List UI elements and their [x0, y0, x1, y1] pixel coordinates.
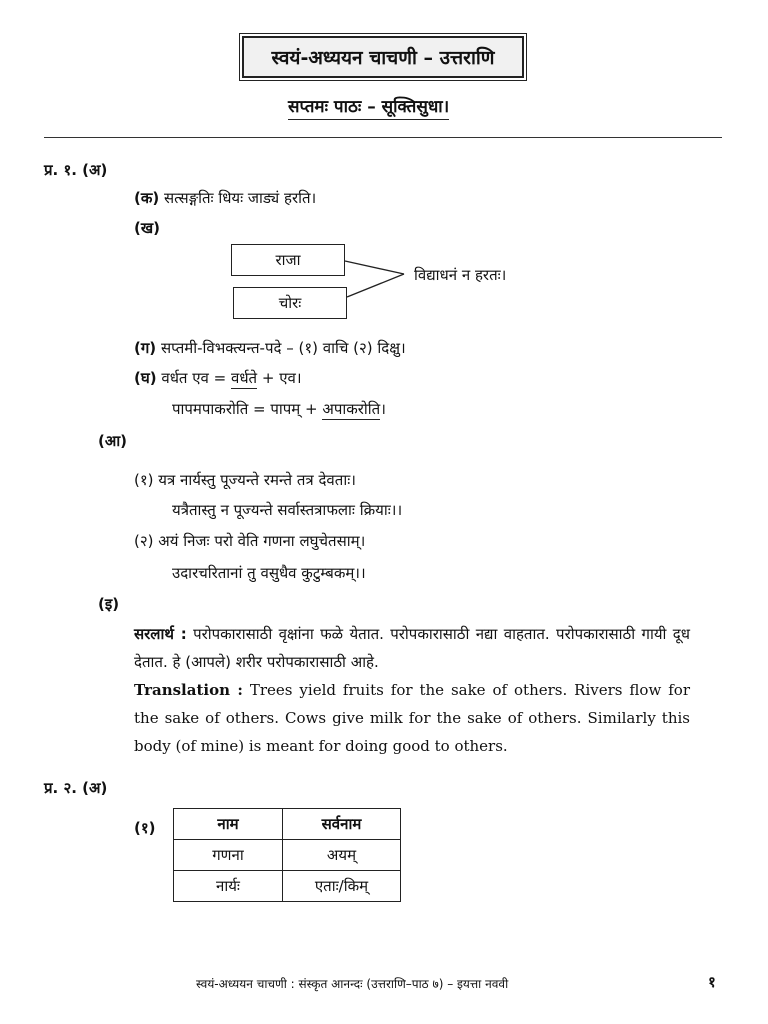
- question-2-label: प्र. २. (अ): [44, 779, 108, 797]
- verse-1-line-1: (१) यत्र नार्यस्तु पूज्यन्ते रमन्ते तत्र देवताः।: [134, 471, 356, 489]
- translation-paragraph: [134, 676, 690, 760]
- table-cell: गणना: [174, 840, 283, 871]
- page-footer: स्वयं-अध्ययन चाचणी : संस्कृत आनन्दः (उत्तराणि–पाठ ७) – इयत्ता नववी: [196, 977, 509, 991]
- question-2-sub-label: (१): [134, 819, 156, 837]
- sandhi-2-underlined: अपाकरोति: [322, 400, 381, 418]
- answer-aa-label: (आ): [98, 432, 128, 450]
- verse-2-line-1: (२) अयं निजः परो वेति गणना लघुचेतसाम्।: [134, 532, 366, 550]
- sandhi-1-left: वर्धत एव =: [161, 369, 231, 387]
- saralarth-text: परोपकारासाठी वृक्षांना फळे येतात. परोपकारासाठी नद्या वाहतात. परोपकारासाठी गायी दूध देतात. हे (आपले) शरीर परोपकारासाठी आहे.: [134, 625, 690, 671]
- translation-label: Translation :: [134, 681, 243, 699]
- diagram-result-text: विद्याधनं न हरतः।: [414, 266, 507, 284]
- answer-ga-text: सप्तमी-विभक्त्यन्त-पदे – (१) वाचि (२) दिक्षु।: [160, 339, 406, 357]
- diagram-connector-lines: [344, 255, 406, 305]
- sandhi-1-underlined: वर्धते: [230, 369, 258, 387]
- answer-ga: [134, 338, 406, 358]
- answer-ka-text: सत्सङ्गतिः धियः जाड्यं हरति।: [164, 189, 317, 207]
- saralarth-paragraph: [134, 620, 690, 676]
- answer-ka: [134, 188, 316, 208]
- answer-i-label: (इ): [98, 595, 120, 613]
- table-header-sarvanaam: सर्वनाम: [283, 809, 401, 840]
- diagram-box-raja: राजा: [231, 244, 345, 276]
- table-header-row: [174, 809, 401, 840]
- header-divider: [44, 137, 722, 138]
- answer-kha-label: (ख): [134, 219, 160, 237]
- table-cell: एताः/किम्: [283, 871, 401, 902]
- table-cell: अयम्: [283, 840, 401, 871]
- question-1-label: प्र. १. (अ): [44, 161, 108, 179]
- saralarth-label: सरलार्थ :: [134, 625, 187, 643]
- answer-gha-line1: [134, 368, 302, 388]
- answer-gha-line2: [172, 399, 386, 419]
- answer-gha-label: (घ): [134, 369, 157, 387]
- table-row: [174, 871, 401, 902]
- table-cell: नार्यः: [174, 871, 283, 902]
- answer-ga-label: (ग): [134, 339, 157, 357]
- noun-pronoun-table: [173, 808, 401, 902]
- sandhi-2-right: ।: [380, 400, 386, 418]
- answer-ka-label: (क): [134, 189, 160, 207]
- table-row: [174, 840, 401, 871]
- verse-1-line-2: यत्रैतास्तु न पूज्यन्ते सर्वास्तत्राफलाः क्रियाः।।: [172, 501, 403, 519]
- lesson-subtitle: सप्तमः पाठः – सूक्तिसुधा।: [288, 94, 449, 120]
- translation-text: Trees yield fruits for the sake of others. Rivers flow for the sake of others. Cows give milk for the sake of others. Similarly this body (of mine) is meant for doing good to others.: [134, 681, 690, 755]
- verse-2-line-2: उदारचरितानां तु वसुधैव कुटुम्बकम्।।: [172, 564, 366, 582]
- sandhi-1-right: + एव।: [257, 369, 302, 387]
- page-number: १: [708, 973, 716, 991]
- page-title: स्वयं-अध्ययन चाचणी – उत्तराणि: [242, 36, 524, 78]
- table-header-naam: नाम: [174, 809, 283, 840]
- diagram-box-chor: चोरः: [233, 287, 347, 319]
- sandhi-2-left: पापमपाकरोति = पापम् +: [172, 400, 323, 418]
